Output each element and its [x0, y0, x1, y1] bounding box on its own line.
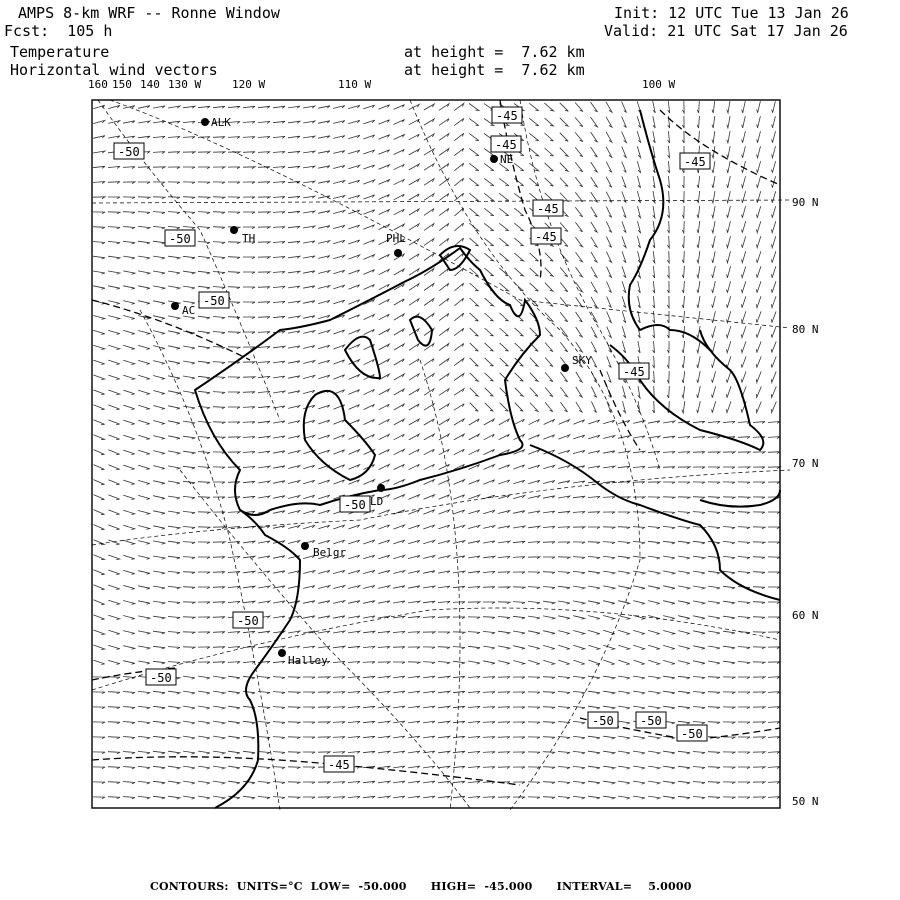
map-title: AMPS 8-km WRF -- Ronne Window [18, 4, 280, 22]
coastlines [195, 110, 780, 808]
map-frame [92, 100, 780, 808]
station-marker-th [230, 226, 238, 234]
field-name-temperature: Temperature [10, 43, 110, 61]
lon-label-120w: 120 W [232, 78, 266, 91]
forecast-hour: Fcst: 105 h [4, 22, 113, 40]
lon-label-100w: 100 W [642, 78, 676, 91]
contour-label-box [340, 496, 370, 512]
lon-label-140: 140 [140, 78, 160, 91]
contour-label-box [199, 292, 229, 308]
svg-text:-50: -50 [681, 727, 703, 741]
contour-label-box [531, 228, 561, 244]
contour-legend: CONTOURS: UNITS=°C LOW= -50.000 HIGH= -45.000 INTERVAL= 5.0000 [150, 880, 692, 893]
contour-label-box [165, 230, 195, 246]
contour-label-box [588, 712, 618, 728]
graticule-line-lon-c [140, 310, 280, 810]
contour-label-box [680, 153, 710, 169]
coastline-henry-ice-rise [345, 337, 380, 378]
graticule-line-90n [92, 200, 790, 203]
svg-text:-50: -50 [203, 294, 225, 308]
svg-text:-45: -45 [495, 138, 517, 152]
svg-text:-50: -50 [344, 498, 366, 512]
svg-text:-50: -50 [118, 145, 140, 159]
station-marker-ld [377, 484, 385, 492]
svg-text:-45: -45 [537, 202, 559, 216]
svg-text:-45: -45 [684, 155, 706, 169]
station-marker-alk [201, 118, 209, 126]
station-marker-ne [490, 155, 498, 163]
contour-label-box [677, 725, 707, 741]
coastline-peninsula-east [530, 445, 780, 600]
contour-label-box [492, 107, 522, 123]
svg-text:-45: -45 [328, 758, 350, 772]
lat-label-70n: 70 N [792, 457, 819, 470]
station-label-th: TH [242, 232, 256, 245]
contour-label-box [114, 143, 144, 159]
contour-label-box [146, 669, 176, 685]
station-label-sky: SKY [572, 354, 592, 367]
contour-label-box [491, 136, 521, 152]
graticule-line-70n [92, 470, 790, 545]
field-name-wind: Horizontal wind vectors [10, 61, 218, 79]
graticule [92, 100, 790, 810]
height-temperature: at height = 7.62 km [404, 43, 585, 61]
svg-text:-45: -45 [623, 365, 645, 379]
station-marker-halley [278, 649, 286, 657]
contour-minus45-north [500, 100, 541, 280]
station-label-alk: ALK [211, 116, 231, 129]
svg-text:-50: -50 [237, 614, 259, 628]
lat-label-90n: 90 N [792, 196, 819, 209]
coastline-east-islands [700, 490, 780, 507]
lon-label-110w: 110 W [338, 78, 372, 91]
graticule-line-lon-d [420, 360, 460, 810]
station-label-phl: PHL [386, 232, 406, 245]
contour-label-box [233, 612, 263, 628]
contour-minus50-west [92, 300, 250, 360]
contour-label-box [533, 200, 563, 216]
svg-text:-45: -45 [496, 109, 518, 123]
contour-minus45-ne [660, 110, 780, 185]
station-label-belgr: Belgr [313, 546, 347, 559]
svg-text:-50: -50 [169, 232, 191, 246]
lat-label-80n: 80 N [792, 323, 819, 336]
wind-vector-field [93, 101, 780, 799]
contour-minus45-south [92, 757, 520, 785]
lon-label-130w: 130 W [168, 78, 202, 91]
station-labels [182, 116, 592, 667]
station-marker-phl [394, 249, 402, 257]
graticule-line-lon-e [520, 100, 660, 470]
lat-label-60n: 60 N [792, 609, 819, 622]
lon-label-150: 150 [112, 78, 132, 91]
lat-label-50n: 50 N [792, 795, 819, 808]
svg-text:-50: -50 [640, 714, 662, 728]
station-label-ne: NE [500, 153, 514, 166]
contour-label-box [636, 712, 666, 728]
temperature-contours [92, 100, 780, 785]
contour-label-box [619, 363, 649, 379]
contour-label-box [324, 756, 354, 772]
svg-text:-45: -45 [535, 230, 557, 244]
wind-vectors [93, 101, 780, 799]
station-marker-sky [561, 364, 569, 372]
svg-text:-50: -50 [592, 714, 614, 728]
station-marker-belgr [301, 542, 309, 550]
contour-labels [114, 107, 710, 772]
station-label-ac: AC [182, 304, 196, 317]
coastline-korff-ice-rise [410, 317, 432, 346]
station-marker-ac [171, 302, 179, 310]
coastline-peninsula-tip [610, 330, 763, 450]
station-markers [171, 118, 569, 657]
lon-label-160: 160 [88, 78, 108, 91]
station-label-ld: LD [370, 495, 384, 508]
svg-text:-50: -50 [150, 671, 172, 685]
init-time: Init: 12 UTC Tue 13 Jan 26 [614, 4, 849, 22]
valid-time: Valid: 21 UTC Sat 17 Jan 26 [604, 22, 848, 40]
station-label-halley: Halley [288, 654, 328, 667]
height-wind: at height = 7.62 km [404, 61, 585, 79]
graticule-line-60n [92, 608, 780, 690]
